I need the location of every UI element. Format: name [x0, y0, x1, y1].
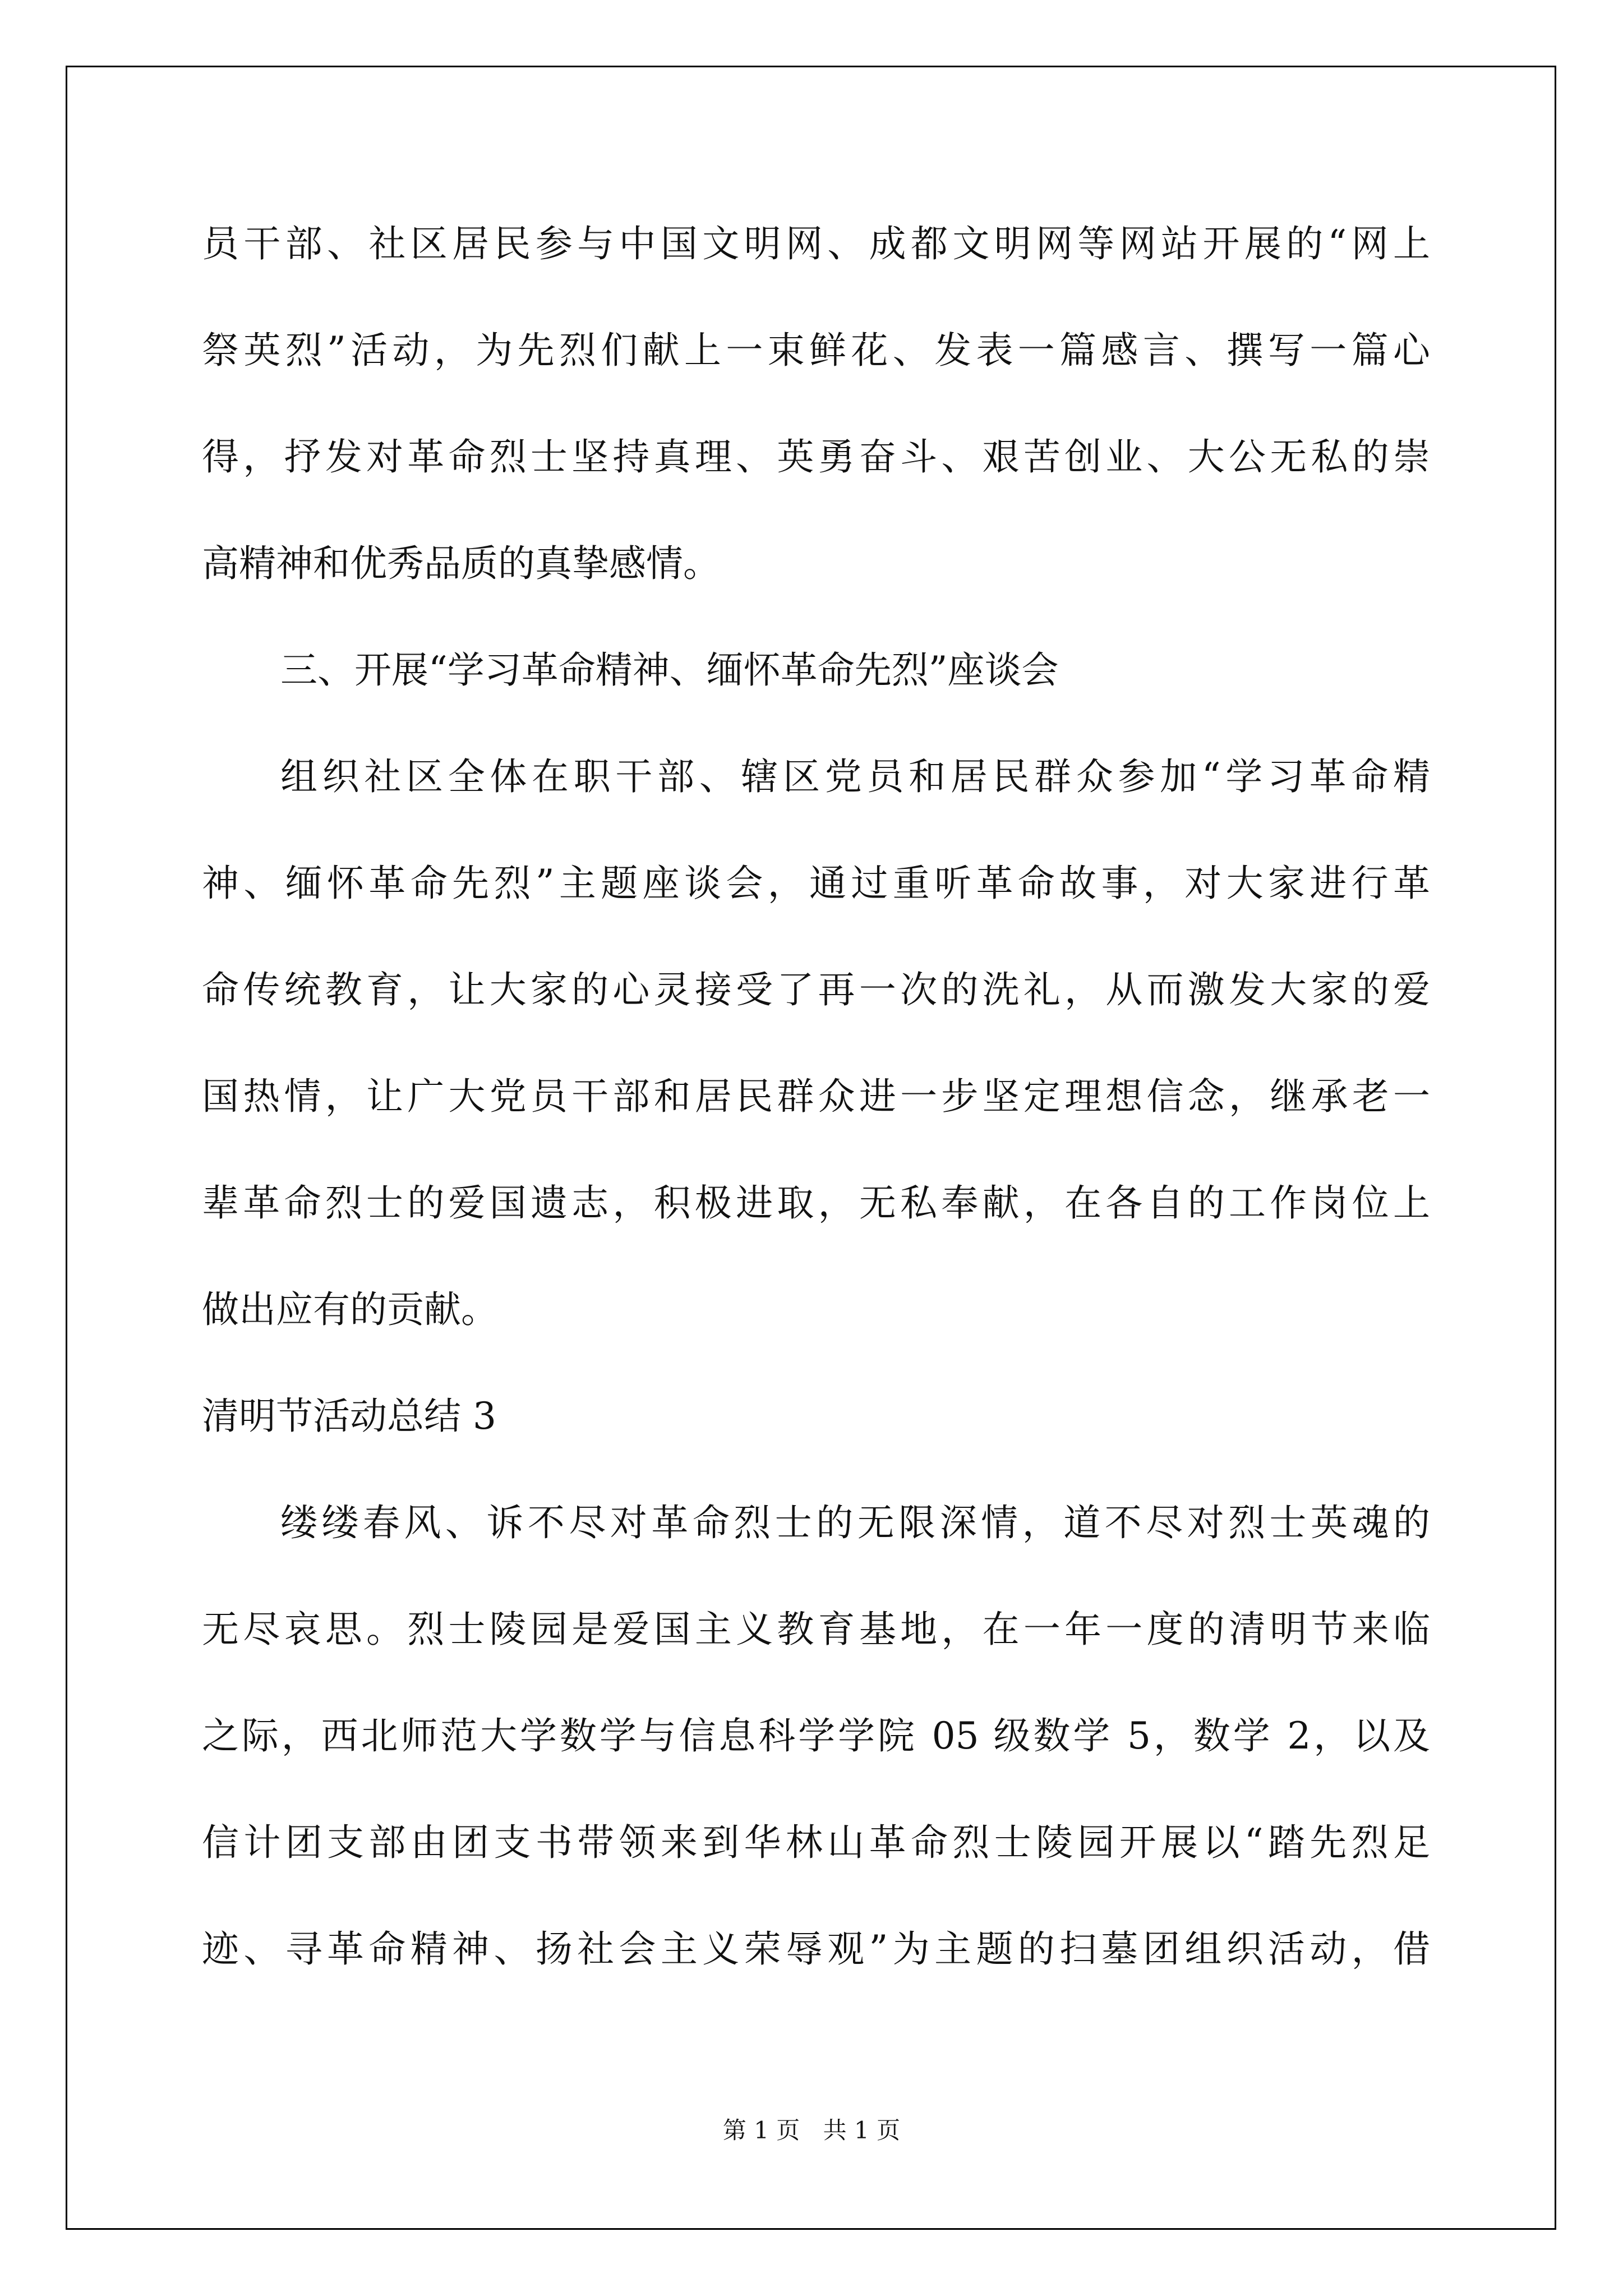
page-total: 共 1 页: [823, 2116, 901, 2144]
page-number: 第 1 页: [722, 2116, 800, 2144]
page-footer: [0, 2112, 1623, 2146]
text-line-1: 员干部、社区居民参与中国文明网、成都文明网等网站开展的“网上: [202, 222, 1430, 265]
text-line-15: 之际，西北师范大学数学与信息科学学院 05 级数学 5，数学 2，以及: [202, 1714, 1430, 1757]
text-line-6: 组织社区全体在职干部、辖区党员和居民群众参加“学习革命精: [280, 755, 1430, 798]
text-line-17: 迹、寻革命精神、扬社会主义荣辱观”为主题的扫墓团组织活动，借: [202, 1927, 1430, 1971]
article-title: 清明节活动总结 3: [202, 1395, 496, 1438]
text-line-16: 信计团支部由团支书带领来到华林山革命烈士陵园开展以“踏先烈足: [202, 1821, 1430, 1864]
text-line-13: 缕缕春风、诉不尽对革命烈士的无限深情，道不尽对烈士英魂的: [280, 1501, 1430, 1544]
text-line-8: 命传统教育，让大家的心灵接受了再一次的洗礼，从而激发大家的爱: [202, 968, 1430, 1011]
text-line-9: 国热情，让广大党员干部和居民群众进一步坚定理想信念，继承老一: [202, 1075, 1430, 1118]
text-line-11: 做出应有的贡献。: [202, 1288, 498, 1331]
text-line-14: 无尽哀思。烈士陵园是爱国主义教育基地，在一年一度的清明节来临: [202, 1608, 1430, 1651]
text-line-7: 神、缅怀革命先烈”主题座谈会，通过重听革命故事，对大家进行革: [202, 862, 1430, 905]
text-line-3: 得，抒发对革命烈士坚持真理、英勇奋斗、艰苦创业、大公无私的崇: [202, 435, 1430, 478]
text-line-4: 高精神和优秀品质的真挚感情。: [202, 542, 720, 585]
text-line-10: 辈革命烈士的爱国遗志，积极进取，无私奉献，在各自的工作岗位上: [202, 1181, 1430, 1225]
page-border: [66, 66, 1556, 2230]
section-heading: 三、开展“学习革命精神、缅怀革命先烈”座谈会: [280, 648, 1059, 692]
text-line-2: 祭英烈”活动，为先烈们献上一束鲜花、发表一篇感言、撰写一篇心: [202, 329, 1430, 372]
